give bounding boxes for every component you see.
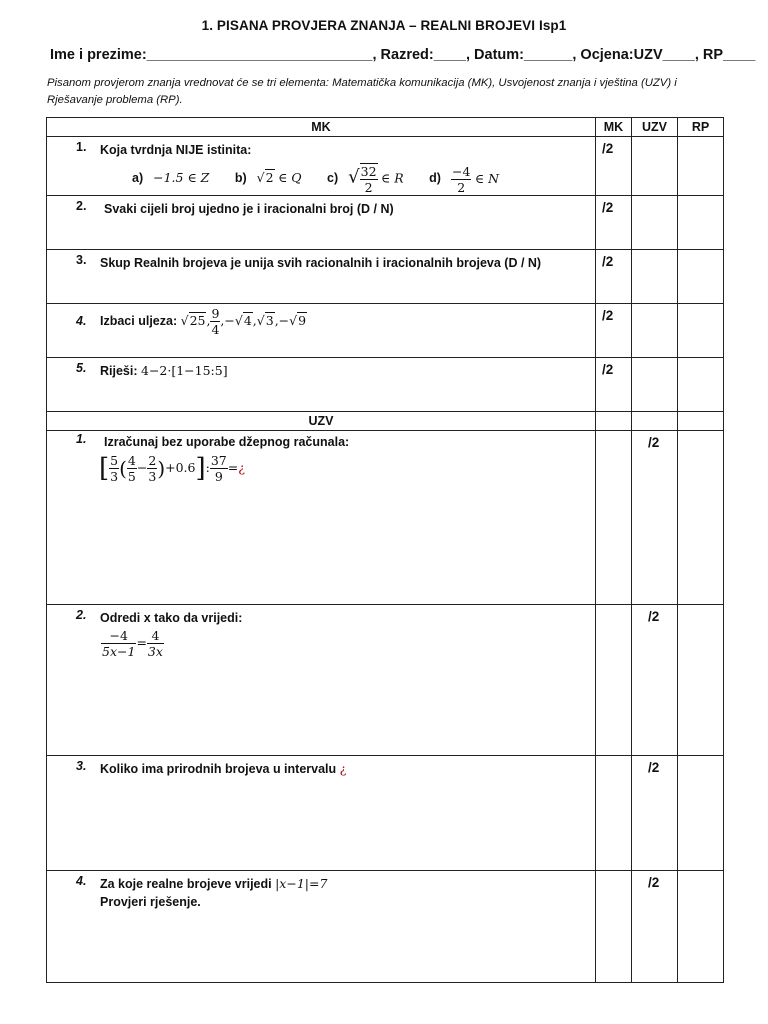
score-cell-uzv xyxy=(632,137,678,196)
question-text: Izbaci uljeza: xyxy=(100,313,178,328)
uzv-question-row-4 xyxy=(47,871,724,983)
score-cell-rp xyxy=(678,431,724,605)
question-text: Skup Realnih brojeva je unija svih racionalnih i iracionalnih brojeva (D / N) xyxy=(100,256,542,270)
question-text: Koliko ima prirodnih brojeva u intervalu xyxy=(100,762,337,776)
score-cell-rp xyxy=(678,605,724,756)
score-cell-rp xyxy=(678,250,724,304)
header-col-uzv: UZV xyxy=(632,118,678,137)
score-cell-uzv xyxy=(632,358,678,412)
score-cell-uzv xyxy=(632,196,678,250)
mk-question-5 xyxy=(47,358,595,380)
points-label: /2 xyxy=(602,254,614,269)
mk-question-row-5 xyxy=(47,358,724,412)
uzv-question-2 xyxy=(47,605,595,659)
question-text: Za koje realne brojeve vrijedi xyxy=(100,877,272,891)
expression: $\frac{-4}{5x-1}$ = $\frac{4}{3x}$ xyxy=(102,628,163,659)
mk-question-2 xyxy=(47,196,595,218)
uzv-question-row-2 xyxy=(47,605,724,756)
uzv-question-4 xyxy=(47,871,595,911)
expression: 4−2·[1−15:5] xyxy=(141,363,228,378)
question-number: 2. xyxy=(76,199,87,213)
score-cell-mk xyxy=(596,871,632,983)
score-cell-rp xyxy=(678,871,724,983)
score-cell-rp xyxy=(678,756,724,871)
points-label: /2 xyxy=(648,875,660,890)
question-number: 4. xyxy=(76,314,87,328)
mk-question-4: 4. Izbaci uljeza: √25, $\frac{9}{4}$ ,−√4,√3,−√9 xyxy=(76,306,307,337)
uzv-question-row-3 xyxy=(47,756,724,871)
score-cell-mk xyxy=(596,605,632,756)
expression: |x−1|=7 xyxy=(275,876,328,891)
option-a: a) −1.5 ∈ Z xyxy=(132,170,210,186)
score-cell-uzv xyxy=(632,250,678,304)
uzv-section-title: UZV xyxy=(47,412,596,431)
question-number: 1. xyxy=(76,140,87,154)
points-label: /2 xyxy=(648,609,660,624)
points-label: /2 xyxy=(648,760,660,775)
score-cell-rp xyxy=(678,137,724,196)
header-col-rp: RP xyxy=(678,118,724,137)
points-label: /2 xyxy=(648,435,660,450)
exam-table xyxy=(46,117,724,983)
mk-question-3 xyxy=(47,250,595,272)
option-b: b) √2 ∈ Q xyxy=(234,170,302,186)
page-title: 1. PISANA PROVJERA ZNANJA – REALNI BROJEVI Isp1 xyxy=(201,18,567,33)
intro-text: Pisanom provjerom znanja vrednovat će se tri elementa: Matematička komunikacija (MK), Usvojenost znanja i vještina (UZV) i Rješavanje problema (RP). xyxy=(47,77,677,106)
score-cell-mk xyxy=(596,431,632,605)
question-text: Izračunaj bez uporabe džepnog računala: xyxy=(104,435,350,449)
question-number: 3. xyxy=(76,253,87,267)
score-cell-rp xyxy=(678,196,724,250)
question-number: 3. xyxy=(76,759,87,773)
uzv-question-1 xyxy=(47,431,595,484)
question-number: 5. xyxy=(76,361,87,375)
question-number: 2. xyxy=(76,608,87,622)
placeholder-symbol: ¿ xyxy=(339,761,347,776)
question-number: 1. xyxy=(76,432,87,446)
score-cell-mk xyxy=(596,756,632,871)
option-d: d) $\frac{-4}{2}$ ∈ N xyxy=(429,163,500,195)
uzv-question-row-1 xyxy=(47,431,724,605)
mk-question-row-4 xyxy=(47,304,724,358)
answer-options xyxy=(132,163,595,195)
header-mk-section: MK xyxy=(47,118,596,137)
score-cell-rp xyxy=(678,304,724,358)
question-text: Odredi x tako da vrijedi: xyxy=(100,611,243,625)
mk-question-1 xyxy=(47,137,595,195)
uzv-question-3 xyxy=(47,756,595,778)
mk-question-row-2 xyxy=(47,196,724,250)
mk-question-row-3 xyxy=(47,250,724,304)
points-label: /2 xyxy=(602,200,614,215)
question-text-2: Provjeri rješenje. xyxy=(100,895,201,909)
expression: [ $\frac{5}{3}$ ( $\frac{4}{5}$ − $\frac{2}{3}$ )+0.6]: $\frac{37}{9}$ =¿ xyxy=(99,453,245,484)
header-col-mk: MK xyxy=(596,118,632,137)
score-cell-uzv xyxy=(632,304,678,358)
student-info-line: Ime i prezime:____________________________, Razred:____, Datum:______, Ocjena:UZV____, RP____ xyxy=(50,47,756,63)
mk-question-row-1 xyxy=(47,137,724,196)
points-label: /2 xyxy=(602,362,614,377)
question-text: Svaki cijeli broj ujedno je i iracionalni broj (D / N) xyxy=(104,202,394,216)
option-c: c) √ $\frac{32}{2}$ ∈ R xyxy=(327,164,404,195)
question-text: Riješi: xyxy=(100,364,138,378)
score-cell-rp xyxy=(678,358,724,412)
points-label: /2 xyxy=(602,141,614,156)
points-label: /2 xyxy=(602,308,614,323)
question-number: 4. xyxy=(76,874,87,888)
question-text: Koja tvrdnja NIJE istinita: xyxy=(100,143,252,157)
uzv-section-row xyxy=(47,412,724,431)
header-row xyxy=(47,118,724,137)
